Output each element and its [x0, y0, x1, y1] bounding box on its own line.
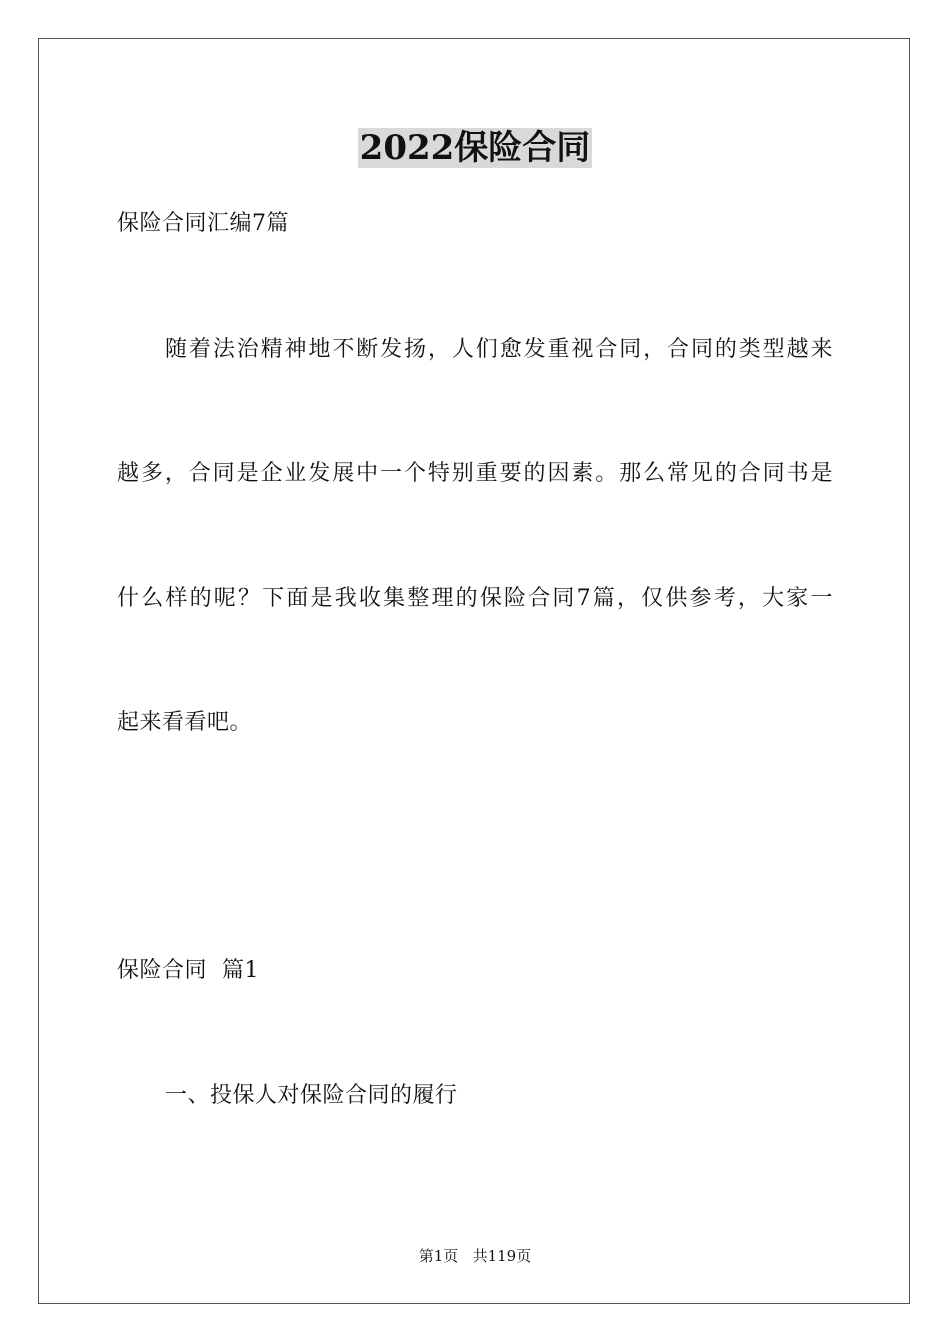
intro-paragraph-line: 起来看看吧。	[117, 710, 253, 735]
clause-heading: 一、投保人对保险合同的履行	[165, 1083, 458, 1108]
intro-paragraph-line: 随着法治精神地不断发扬，人们愈发重视合同，合同的类型越来	[165, 337, 833, 362]
page-footer: 第1页 共119页	[418, 1247, 532, 1265]
document-title-text: 2022保险合同	[359, 128, 591, 168]
section-heading: 保险合同 篇1	[117, 958, 259, 983]
intro-paragraph-line: 越多，合同是企业发展中一个特别重要的因素。那么常见的合同书是	[117, 461, 833, 486]
document-subtitle: 保险合同汇编7篇	[117, 211, 289, 236]
document-title	[0, 126, 950, 170]
intro-paragraph-line: 什么样的呢？下面是我收集整理的保险合同7篇，仅供参考，大家一	[117, 586, 833, 611]
